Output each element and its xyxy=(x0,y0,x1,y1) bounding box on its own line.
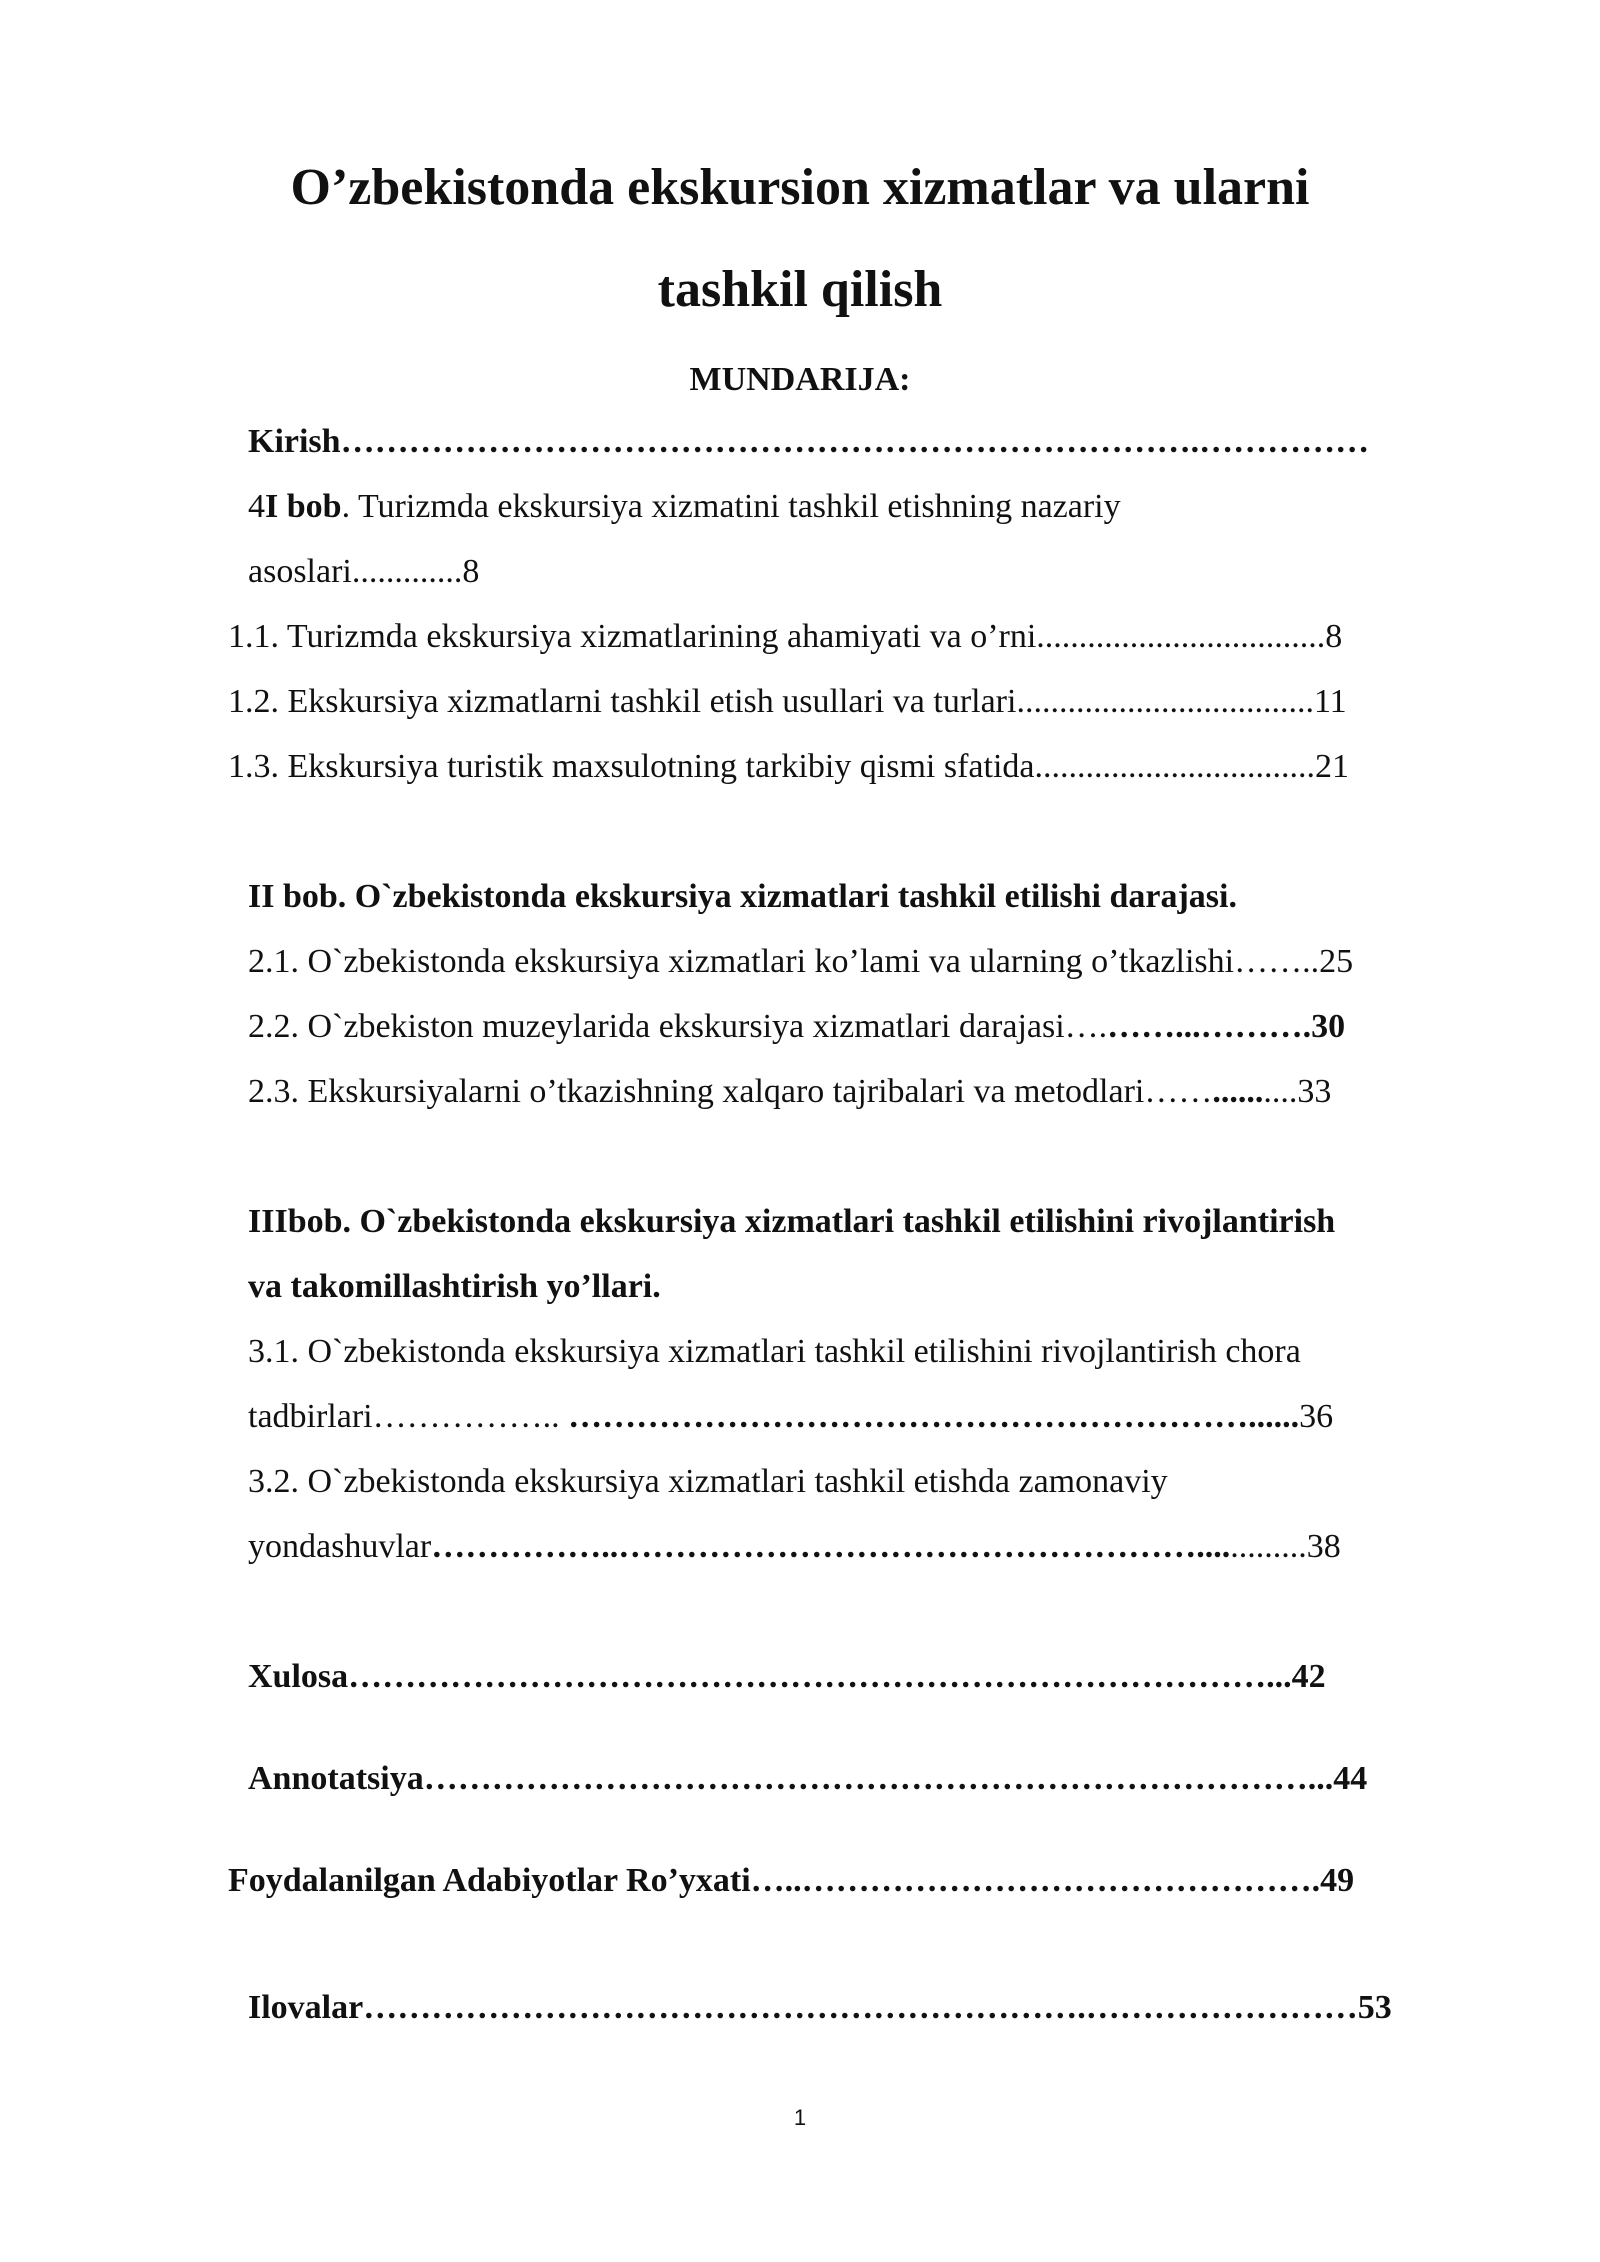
chapter-1-label: I bob xyxy=(265,488,342,525)
section-3-1-leader: ……………………………………………………...... xyxy=(559,1398,1300,1435)
toc-section-3-1-line-1: 3.1. O`zbekistonda ekskursiya xizmatlari tashkil etilishini rivojlantirish chora xyxy=(248,1333,1301,1370)
page-number: 1 xyxy=(793,2105,807,2130)
section-3-1-text: tadbirlari…………….. xyxy=(248,1398,560,1435)
toc-entry-intro: Kirish………………………………………………………………….…………… xyxy=(248,423,1370,460)
section-2-3-page: ....33 xyxy=(1263,1073,1332,1110)
toc-section-1-1: 1.1. Turizmda ekskursiya xizmatlarining ahamiyati va o’rni..................................8 xyxy=(228,618,1343,655)
toc-chapter-3-title-line-1: IIIbob. O`zbekistonda ekskursiya xizmatlari tashkil etilishini rivojlantirish xyxy=(248,1203,1336,1240)
chapter-1-title: . Turizmda ekskursiya xizmatini tashkil etishning nazariy xyxy=(341,488,1121,525)
toc-section-2-3 xyxy=(248,1072,1331,1112)
toc-section-2-1: 2.1. O`zbekistonda ekskursiya xizmatlari ko’lami va ularning o’tkazlishi……..25 xyxy=(248,943,1354,980)
section-2-2-leader: ……...……….30 xyxy=(1107,1008,1346,1045)
section-2-3-leader: ...... xyxy=(1212,1073,1264,1110)
section-3-1-page: 36 xyxy=(1299,1398,1334,1435)
toc-section-3-2-line-1: 3.2. O`zbekistonda ekskursiya xizmatlari tashkil etishda zamonaviy xyxy=(248,1463,1168,1500)
toc-section-2-2 xyxy=(248,1007,1345,1047)
document-title-line-2: tashkil qilish xyxy=(657,261,943,318)
toc-chapter-2-title: II bob. O`zbekistonda ekskursiya xizmatlari tashkil etilishi darajasi. xyxy=(248,878,1237,915)
section-2-2-text: 2.2. O`zbekiston muzeylarida ekskursiya xizmatlari darajasi…. xyxy=(248,1008,1108,1045)
chapter-1-prefix: 4 xyxy=(248,488,265,525)
toc-chapter-1-line-1 xyxy=(248,487,1121,527)
document-title-line-1: O’zbekistonda ekskursion xizmatlar va ularni xyxy=(290,159,1310,216)
section-3-2-text: yondashuvlar xyxy=(248,1528,432,1565)
toc-section-1-2: 1.2. Ekskursiya xizmatlarni tashkil etish usullari va turlari...................................11 xyxy=(228,683,1347,720)
toc-section-3-2-line-2 xyxy=(248,1527,1341,1567)
toc-heading: MUNDARIJA: xyxy=(689,361,911,398)
toc-entry-conclusion: Xulosa………………………………………………………………………...42 xyxy=(248,1658,1326,1695)
toc-entry-annotation: Annotatsiya……………………………………………………………………...44 xyxy=(248,1760,1368,1797)
section-2-3-text: 2.3. Ekskursiyalarni o’tkazishning xalqaro tajribalari va metodlari…… xyxy=(248,1073,1213,1110)
toc-chapter-3-title-line-2: va takomillashtirish yo’llari. xyxy=(248,1268,661,1305)
toc-chapter-1-line-2: asoslari.............8 xyxy=(248,553,480,590)
toc-section-3-1-line-2 xyxy=(248,1397,1333,1437)
toc-entry-appendices: Ilovalar……………………………………………………….……………………53 xyxy=(248,1989,1392,2026)
section-3-2-leader: ……………..…………………………………………….... xyxy=(431,1528,1231,1565)
toc-section-1-3: 1.3. Ekskursiya turistik maxsulotning tarkibiy qismi sfatida.................................21 xyxy=(228,748,1349,785)
section-3-2-page: .........38 xyxy=(1230,1528,1341,1565)
toc-entry-references: Foydalanilgan Adabiyotlar Ro’yxati…..……………………………………….49 xyxy=(228,1862,1355,1899)
